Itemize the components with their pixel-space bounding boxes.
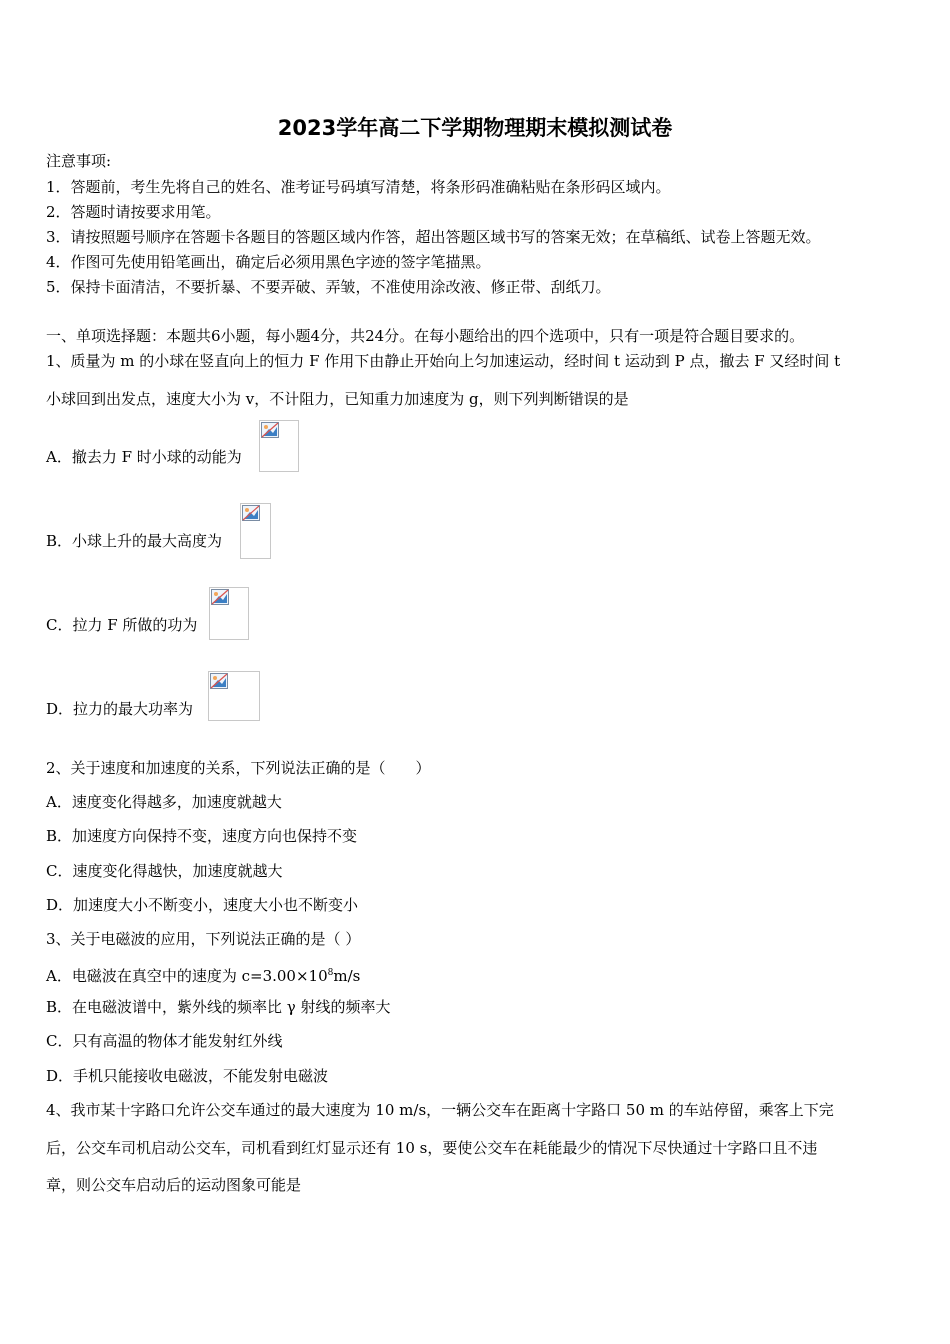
q1-option-a: A．撤去力 F 时小球的动能为 (46, 448, 242, 466)
q3-option-c: C．只有高温的物体才能发射红外线 (46, 1032, 283, 1050)
q1-option-d: D．拉力的最大功率为 (46, 700, 194, 718)
formula-image-placeholder (259, 420, 299, 472)
q2-option-d: D．加速度大小不断变小，速度大小也不断变小 (46, 896, 359, 914)
q1-option-c: C．拉力 F 所做的功为 (46, 616, 198, 634)
broken-image-icon (261, 422, 279, 438)
q1-stem-line1: 1、质量为 m 的小球在竖直向上的恒力 F 作用下由静止开始向上匀加速运动，经时间 t 运动到 P 点，撤去 F 又经时间 t (46, 352, 841, 370)
exam-title: 2023学年高二下学期物理期末模拟测试卷 (277, 116, 673, 140)
q3-option-b: B．在电磁波谱中，紫外线的频率比 γ 射线的频率大 (46, 998, 391, 1016)
notice-item-1: 1．答题前，考生先将自己的姓名、准考证号码填写清楚，将条形码准确粘贴在条形码区域内。 (46, 178, 671, 196)
q1-stem-line2: 小球回到出发点，速度大小为 v，不计阻力，已知重力加速度为 g，则下列判断错误的是 (46, 390, 629, 408)
q4-stem-line1: 4、我市某十字路口允许公交车通过的最大速度为 10 m/s，一辆公交车在距离十字路口 50 m 的车站停留，乘客上下完 (46, 1101, 834, 1119)
q4-stem-line2: 后，公交车司机启动公交车，司机看到红灯显示还有 10 s，要使公交车在耗能最少的情况下尽快通过十字路口且不违 (46, 1139, 818, 1157)
broken-image-icon (210, 673, 228, 689)
notice-item-2: 2．答题时请按要求用笔。 (46, 203, 221, 221)
q3-option-d: D．手机只能接收电磁波，不能发射电磁波 (46, 1067, 329, 1085)
q4-stem-line3: 章，则公交车启动后的运动图象可能是 (46, 1176, 302, 1194)
notice-item-3: 3．请按照题号顺序在答题卡各题目的答题区域内作答，超出答题区域书写的答案无效；在草稿纸、试卷上答题无效。 (46, 228, 821, 246)
notice-item-5: 5．保持卡面清洁，不要折暴、不要弄破、弄皱，不准使用涂改液、修正带、刮纸刀。 (46, 278, 611, 296)
q2-option-b: B．加速度方向保持不变，速度方向也保持不变 (46, 827, 358, 845)
q1-option-b: B．小球上升的最大高度为 (46, 532, 223, 550)
q2-option-a: A．速度变化得越多，加速度就越大 (46, 793, 282, 811)
formula-image-placeholder (240, 503, 271, 559)
section-heading: 一、单项选择题：本题共6小题，每小题4分，共24分。在每小题给出的四个选项中，只有一项是符合题目要求的。 (46, 327, 805, 345)
broken-image-icon (211, 589, 229, 605)
broken-image-icon (242, 505, 260, 521)
q2-stem: 2、关于速度和加速度的关系，下列说法正确的是（ ） (46, 759, 431, 777)
q3-option-a-text: A．电磁波在真空中的速度为 c=3.00×10 (46, 967, 328, 985)
q2-option-c: C．速度变化得越快，加速度就越大 (46, 862, 283, 880)
formula-image-placeholder (209, 587, 249, 640)
notice-heading: 注意事项: (46, 152, 112, 170)
q3-option-a-exponent: 8 (327, 968, 334, 978)
formula-image-placeholder (208, 671, 260, 721)
notice-item-4: 4．作图可先使用铅笔画出，确定后必须用黑色字迹的签字笔描黑。 (46, 253, 491, 271)
q3-option-a-unit: m/s (333, 967, 361, 985)
q3-stem: 3、关于电磁波的应用，下列说法正确的是（ ） (46, 930, 361, 948)
q3-option-a (46, 963, 360, 986)
